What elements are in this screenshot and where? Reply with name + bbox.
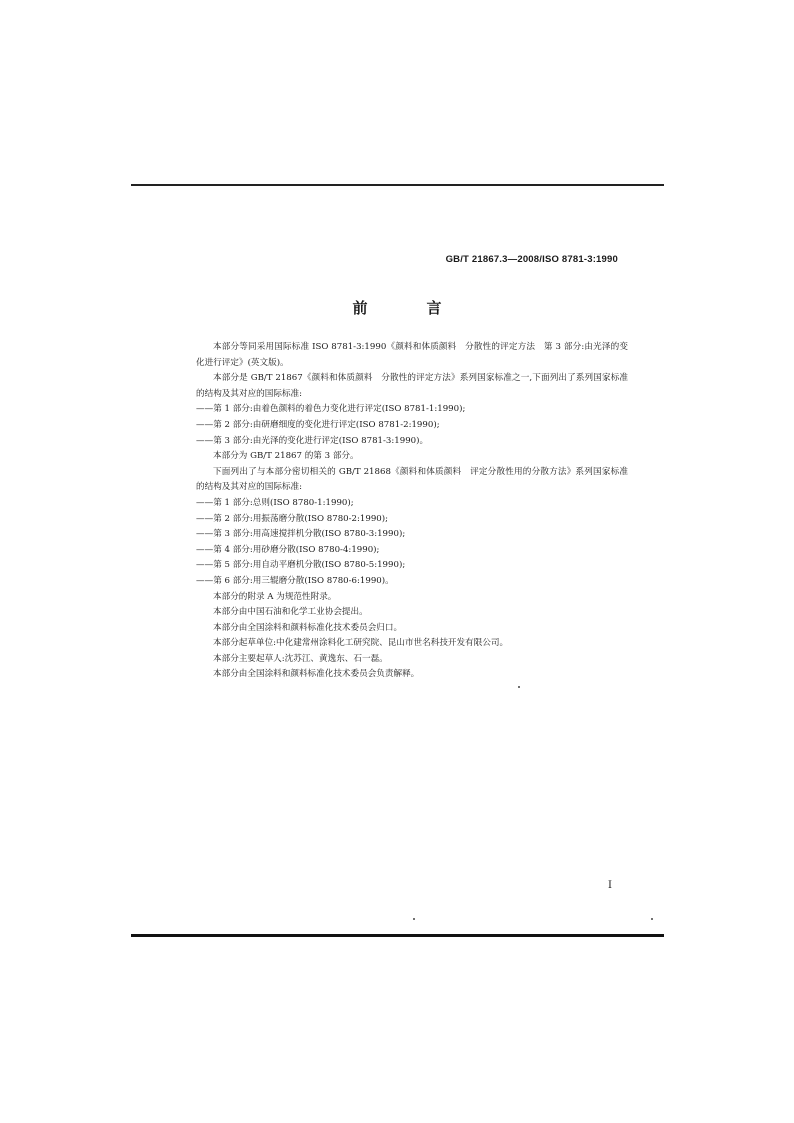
paragraph-annex: 本部分的附录 A 为规范性附录。 [213, 591, 337, 602]
list-item: ——第 4 部分:用砂磨分散(ISO 8780-4:1990); [196, 544, 380, 555]
list-item: ——第 3 部分:用高速搅拌机分散(ISO 8780-3:1990); [196, 529, 406, 540]
foreword-body [196, 340, 628, 683]
top-rule [131, 184, 664, 186]
list-item: ——第 6 部分:用三辊磨分散(ISO 8780-6:1990)。 [196, 575, 394, 586]
paragraph-part-number: 本部分为 GB/T 21867 的第 3 部分。 [213, 451, 359, 462]
page-number: I [608, 880, 612, 891]
list-item: ——第 1 部分:总则(ISO 8780-1:1990); [196, 497, 354, 508]
list-item: ——第 2 部分:由研磨细度的变化进行评定(ISO 8781-2:1990); [196, 419, 440, 430]
scan-speck [413, 918, 415, 920]
list-item: ——第 5 部分:用自动平磨机分散(ISO 8780-5:1990); [196, 560, 406, 571]
page-title: 前 言 [352, 299, 464, 317]
list-item: ——第 3 部分:由光泽的变化进行评定(ISO 8781-3:1990)。 [196, 435, 429, 446]
paragraph-drafters: 本部分主要起草人:沈苏江、黄逸东、石一磊。 [213, 653, 388, 664]
paragraph-drafting-units: 本部分起草单位:中化建常州涂料化工研究院、昆山市世名科技开发有限公司。 [213, 638, 509, 649]
paragraph-interpretation: 本部分由全国涂料和颜料标准化技术委员会负责解释。 [213, 669, 420, 680]
standard-code: GB/T 21867.3—2008/ISO 8781-3:1990 [445, 254, 618, 265]
paragraph-adoption: 本部分等同采用国际标准 ISO 8781-3:1990《颜料和体质颜料 分散性的评定方法 第 3 部分:由光泽的变化进行评定》(英文版)。 [196, 342, 628, 368]
bottom-rule [131, 934, 664, 937]
list-item: ——第 2 部分:用振荡磨分散(ISO 8780-2:1990); [196, 513, 389, 524]
paragraph-proposed-by: 本部分由中国石油和化学工业协会提出。 [213, 607, 368, 618]
paragraph-related-series: 下面列出了与本部分密切相关的 GB/T 21868《颜料和体质颜料 评定分散性用的分散方法》系列国家标准的结构及其对应的国际标准: [196, 466, 628, 493]
scan-speck [651, 918, 653, 920]
paragraph-managed-by: 本部分由全国涂料和颜料标准化技术委员会归口。 [213, 622, 403, 633]
list-item: ——第 1 部分:由着色颜料的着色力变化进行评定(ISO 8781-1:1990); [196, 404, 466, 415]
paragraph-series-intro: 本部分是 GB/T 21867《颜料和体质颜料 分散性的评定方法》系列国家标准之一,下面列出了系列国家标准的结构及其对应的国际标准: [196, 373, 628, 399]
scan-speck [518, 686, 520, 688]
